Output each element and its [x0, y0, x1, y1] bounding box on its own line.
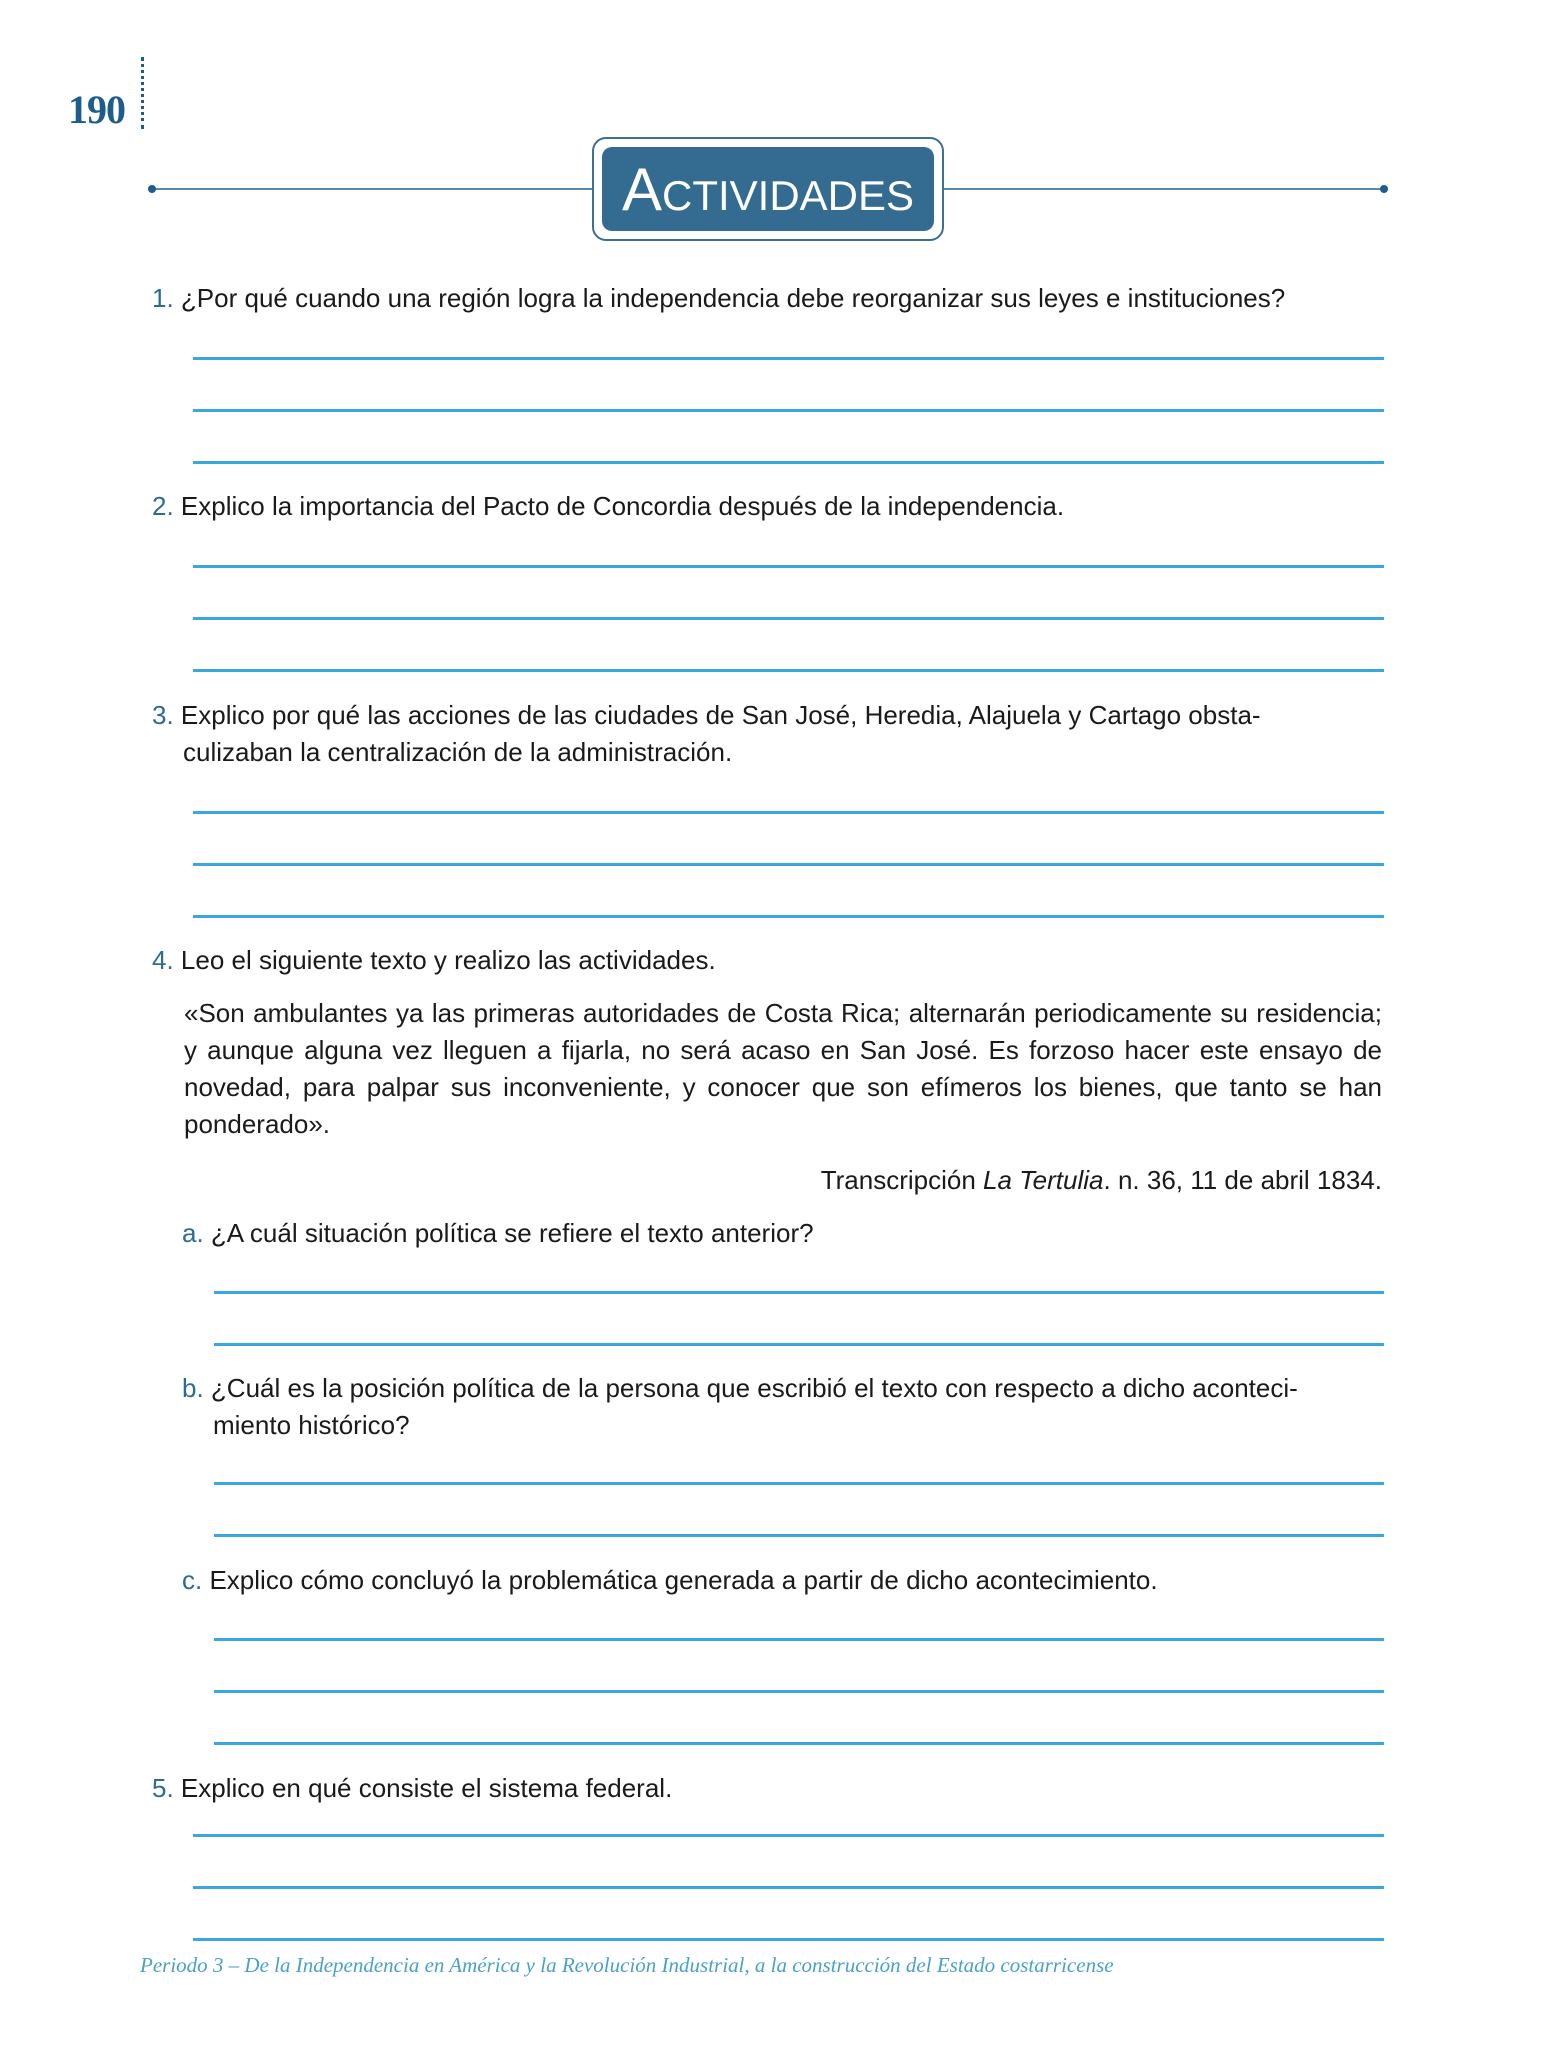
- header-rule-endpoint-right: [1380, 185, 1388, 193]
- question-number: 2.: [152, 491, 174, 521]
- running-footer: Periodo 3 – De la Independencia en América y la Revolución Industrial, a la construcción del Estado costarricense: [140, 1953, 1114, 1977]
- answer-line[interactable]: [214, 1291, 1384, 1294]
- question-number: 1.: [152, 283, 174, 313]
- question-number: 5.: [152, 1773, 174, 1803]
- question-5: [152, 1770, 1384, 1807]
- header-rule-endpoint-left: [148, 185, 156, 193]
- subquestion-text: Explico cómo concluyó la problemática generada a partir de dicho acontecimiento.: [209, 1565, 1158, 1595]
- citation-prefix: Transcripción: [820, 1165, 984, 1195]
- question-number: 3.: [152, 700, 174, 730]
- subquestion-text-line-1: ¿Cuál es la posición política de la persona que escribió el texto con respecto a dicho aconteci-: [210, 1373, 1298, 1403]
- section-title-frame: [592, 137, 944, 241]
- answer-line[interactable]: [214, 1742, 1384, 1745]
- answer-line[interactable]: [193, 863, 1384, 866]
- answer-line[interactable]: [193, 409, 1384, 412]
- question-3: [152, 697, 1384, 771]
- subquestion-c: [182, 1562, 1384, 1599]
- answer-line[interactable]: [193, 1938, 1384, 1941]
- subquestion-letter: c.: [182, 1565, 203, 1595]
- citation-details: . n. 36, 11 de abril 1834.: [1103, 1165, 1382, 1195]
- subquestion-letter: a.: [182, 1218, 204, 1248]
- answer-line[interactable]: [193, 461, 1384, 464]
- question-text: Explico en qué consiste el sistema federal.: [180, 1773, 673, 1803]
- subquestion-text-line-2: miento histórico?: [213, 1410, 410, 1440]
- subquestion-text: ¿A cuál situación política se refiere el texto anterior?: [210, 1218, 814, 1248]
- section-title: [622, 155, 914, 224]
- question-number: 4.: [152, 945, 174, 975]
- answer-line[interactable]: [193, 617, 1384, 620]
- answer-line[interactable]: [193, 669, 1384, 672]
- answer-line[interactable]: [193, 357, 1384, 360]
- question-text: Explico la importancia del Pacto de Concordia después de la independencia.: [180, 491, 1065, 521]
- question-text-line-1: Explico por qué las acciones de las ciudades de San José, Heredia, Alajuela y Cartago obsta-: [180, 700, 1261, 730]
- question-text-line-2: culizaban la centralización de la administración.: [183, 737, 733, 767]
- answer-line[interactable]: [193, 1886, 1384, 1889]
- subquestion-letter: b.: [182, 1373, 204, 1403]
- page-number-divider: [141, 57, 144, 129]
- section-title-initial: A: [621, 155, 662, 223]
- question-2: [152, 488, 1384, 525]
- subquestion-a: [182, 1215, 1384, 1252]
- answer-line[interactable]: [193, 811, 1384, 814]
- question-text: Leo el siguiente texto y realizo las actividades.: [180, 945, 716, 975]
- answer-line[interactable]: [214, 1343, 1384, 1346]
- question-4: [152, 942, 1384, 979]
- section-title-rest: CTIVIDADES: [661, 171, 915, 219]
- subquestion-b: [182, 1370, 1384, 1444]
- citation-title: La Tertulia: [983, 1165, 1104, 1195]
- answer-line[interactable]: [214, 1690, 1384, 1693]
- answer-line[interactable]: [193, 565, 1384, 568]
- answer-line[interactable]: [214, 1482, 1384, 1485]
- question-text: ¿Por qué cuando una región logra la independencia debe reorganizar sus leyes e instituciones?: [180, 283, 1286, 313]
- answer-line[interactable]: [214, 1534, 1384, 1537]
- answer-line[interactable]: [193, 915, 1384, 918]
- page-number: 190: [68, 87, 125, 132]
- answer-line[interactable]: [214, 1638, 1384, 1641]
- source-quote: «Son ambulantes ya las primeras autoridades de Costa Rica; alternarán periodicamente su residencia; y aunque alguna vez lleguen a fijarla, no será acaso en San José. Es forzoso hacer este ensayo de novedad, para palpar sus inconveniente, y conocer que son efímeros los bienes, que tanto se han ponderado».: [184, 998, 1382, 1139]
- source-citation: [821, 1162, 1382, 1199]
- section-title-box: [602, 147, 934, 231]
- answer-line[interactable]: [193, 1834, 1384, 1837]
- question-1: [152, 280, 1384, 317]
